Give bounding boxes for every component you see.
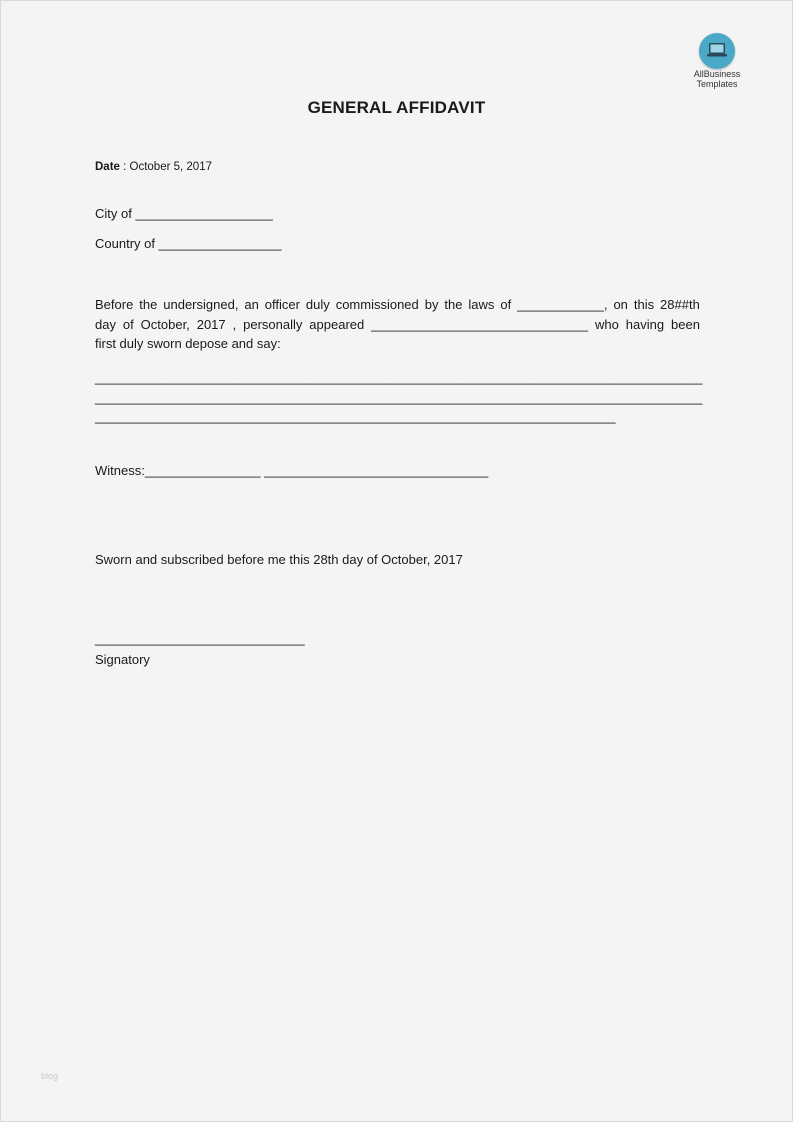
word: of bbox=[500, 297, 512, 312]
sworn-statement: Sworn and subscribed before me this 28th day of October, 2017 bbox=[95, 552, 463, 567]
word: officer bbox=[264, 297, 300, 312]
word: , bbox=[232, 316, 237, 332]
watermark: blog bbox=[41, 1071, 59, 1081]
word: commissioned bbox=[335, 297, 419, 312]
affidavit-paragraph bbox=[95, 295, 700, 354]
word: on bbox=[613, 297, 628, 312]
witness-line: Witness:________________ _______________________________ bbox=[95, 463, 489, 478]
statement-line: ____________________________________________________________________________________ bbox=[95, 370, 703, 385]
blank-laws: ____________, bbox=[517, 297, 608, 312]
country-field: Country of _________________ bbox=[95, 236, 282, 251]
word: appeared bbox=[309, 316, 365, 332]
word: the bbox=[444, 297, 463, 312]
blank-appeared: ______________________________ bbox=[371, 316, 589, 332]
date-line bbox=[95, 161, 212, 173]
word: having bbox=[625, 316, 665, 332]
word: laws bbox=[468, 297, 495, 312]
word: an bbox=[244, 297, 259, 312]
laptop-icon bbox=[699, 33, 735, 69]
word: by bbox=[424, 297, 439, 312]
word: 2017 bbox=[196, 316, 226, 332]
word: personally bbox=[243, 316, 303, 332]
word: the bbox=[139, 297, 158, 312]
word: day bbox=[95, 316, 116, 332]
logo-text-line1: AllBusiness bbox=[693, 69, 741, 79]
date-value: : October 5, 2017 bbox=[119, 161, 212, 173]
paragraph-line-2 bbox=[95, 315, 700, 335]
word: Before bbox=[95, 297, 134, 312]
page-title: GENERAL AFFIDAVIT bbox=[307, 98, 486, 117]
word: who bbox=[595, 316, 619, 332]
logo bbox=[675, 33, 759, 89]
paragraph-line-1 bbox=[95, 295, 700, 315]
paragraph-line-3: first duly sworn depose and say: bbox=[95, 336, 281, 351]
word: been bbox=[671, 316, 700, 332]
statement-line: ________________________________________________________________________ bbox=[95, 409, 616, 424]
word: this bbox=[633, 297, 655, 312]
signature-line: _____________________________ bbox=[95, 631, 305, 646]
word: 28##th bbox=[660, 297, 700, 312]
city-field: City of ___________________ bbox=[95, 206, 273, 221]
word: October, bbox=[140, 316, 190, 332]
statement-line: ____________________________________________________________________________________ bbox=[95, 389, 703, 405]
date-label: Date bbox=[95, 161, 120, 173]
word: undersigned, bbox=[163, 297, 239, 312]
word: of bbox=[122, 316, 134, 332]
statement-lines bbox=[95, 368, 702, 427]
word: duly bbox=[305, 297, 330, 312]
signatory-label: Signatory bbox=[95, 652, 150, 667]
logo-text-line2: Templates bbox=[696, 79, 738, 89]
